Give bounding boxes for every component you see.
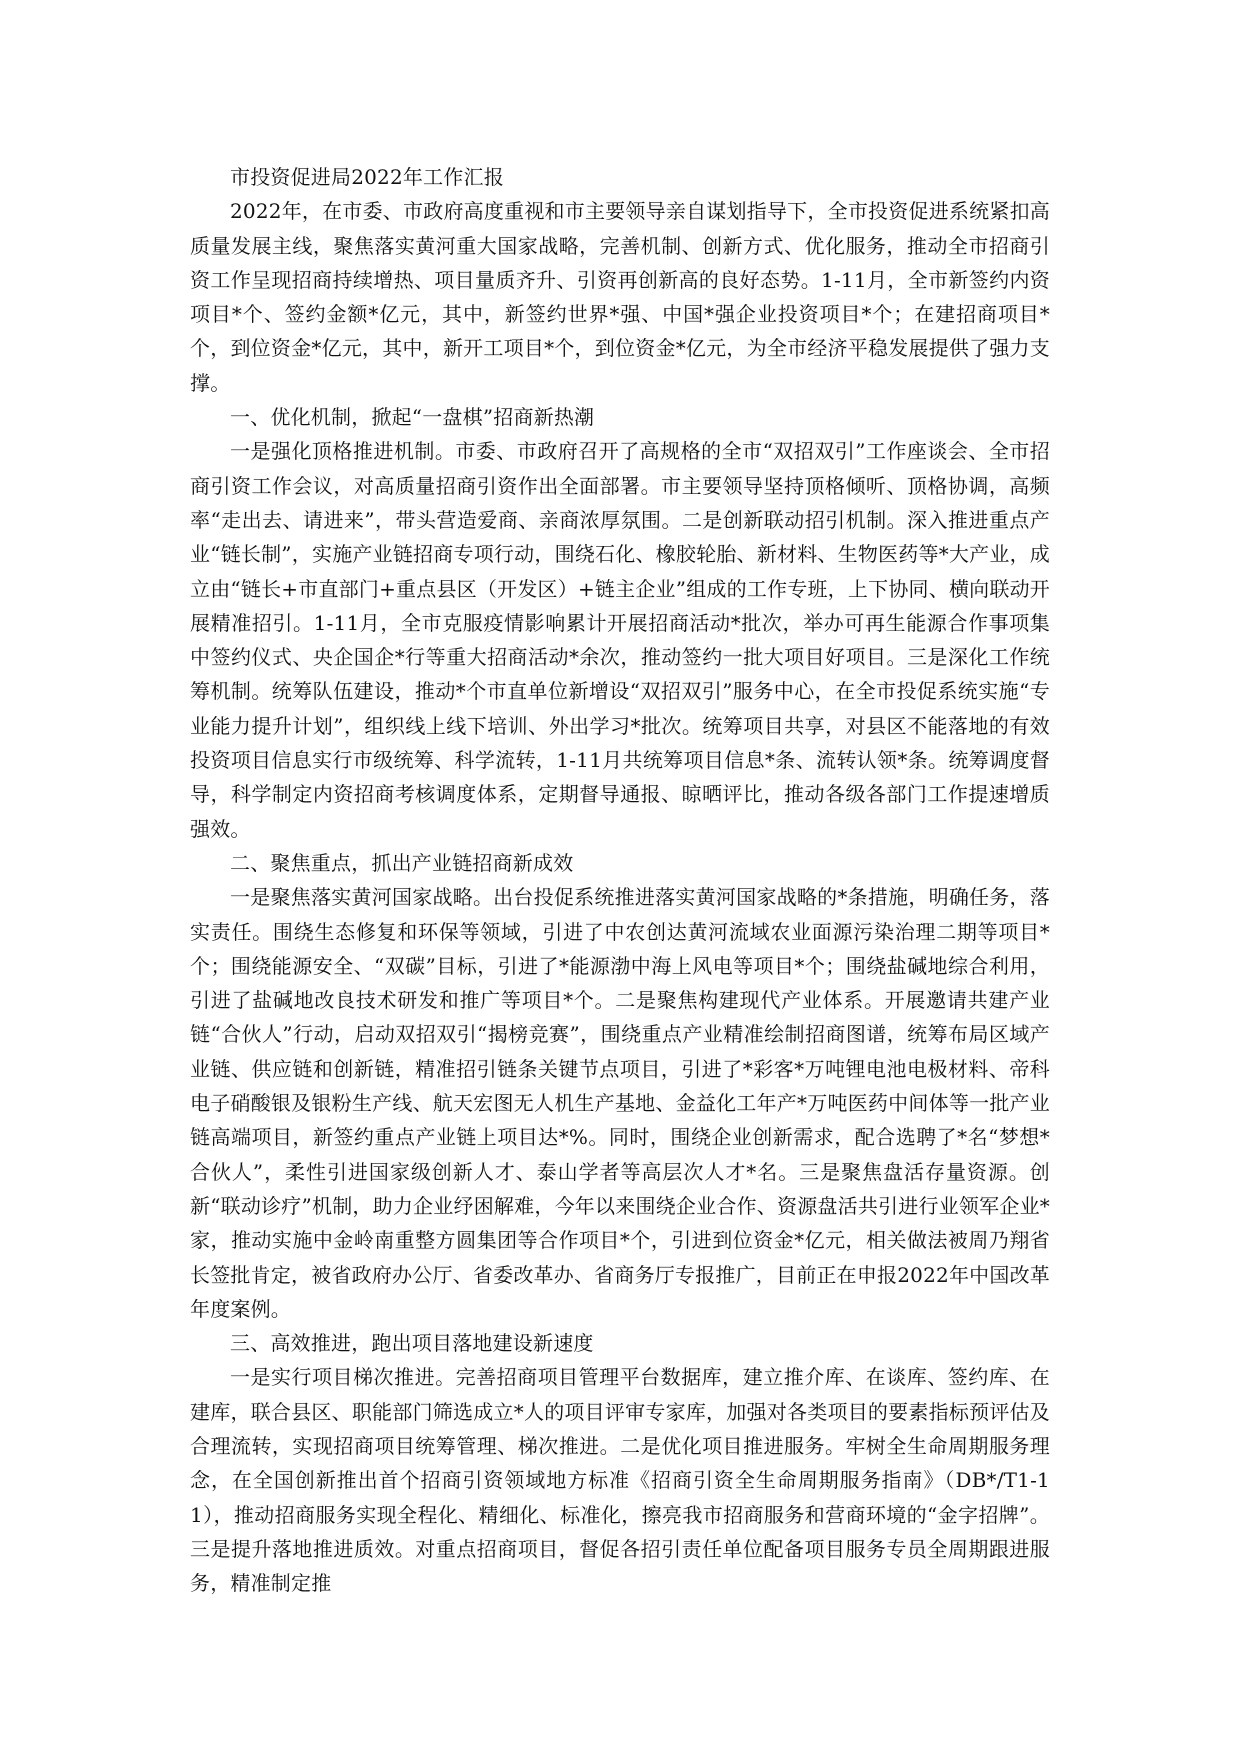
intro-paragraph: 2022年，在市委、市政府高度重视和市主要领导亲自谋划指导下，全市投资促进系统紧扣高质量发展主线，聚焦落实黄河重大国家战略，完善机制、创新方式、优化服务，推动全市招商引资工作呈现招商持续增热、项目量质齐升、引资再创新高的良好态势。1-11月，全市新签约内资项目*个、签约金额*亿元，其中，新签约世界*强、中国*强企业投资项目*个；在建招商项目*个，到位资金*亿元，其中，新开工项目*个，到位资金*亿元，为全市经济平稳发展提供了强力支撑。 [190,199,1050,395]
document-title: 市投资促进局2022年工作汇报 [230,165,504,189]
section-3-paragraph: 一是实行项目梯次推进。完善招商项目管理平台数据库，建立推介库、在谈库、签约库、在建库，联合县区、职能部门筛选成立*人的项目评审专家库，加强对各类项目的要素指标预评估及合理流转，实现招商项目统筹管理、梯次推进。二是优化项目推进服务。牢树全生命周期服务理念，在全国创新推出首个招商引资领域地方标准《招商引资全生命周期服务指南》（DB*/T1-11），推动招商服务实现全程化、精细化、标准化，擦亮我市招商服务和营商环境的“金字招牌”。三是提升落地推进质效。对重点招商项目，督促各招引责任单位配备项目服务专员全周期跟进服务，精准制定推 [190,1365,1050,1596]
section-heading-1: 一、优化机制，掀起“一盘棋”招商新热潮 [230,405,595,430]
section-2-paragraph: 一是聚焦落实黄河国家战略。出台投促系统推进落实黄河国家战略的*条措施，明确任务，落实责任。围绕生态修复和环保等领域，引进了中农创达黄河流域农业面源污染治理二期等项目*个；围绕能源安全、“双碳”目标，引进了*能源渤中海上风电等项目*个；围绕盐碱地综合利用，引进了盐碱地改良技术研发和推广等项目*个。二是聚焦构建现代产业体系。开展邀请共建产业链“合伙人”行动，启动双招双引“揭榜竞赛”，围绕重点产业精准绘制招商图谱，统筹布局区域产业链、供应链和创新链，精准招引链条关键节点项目，引进了*彩客*万吨锂电池电极材料、帝科电子硝酸银及银粉生产线、航天宏图无人机生产基地、金益化工年产*万吨医药中间体等一批产业链高端项目，新签约重点产业链上项目达*%。同时，围绕企业创新需求，配合选聘了*名“梦想*合伙人”，柔性引进国家级创新人才、泰山学者等高层次人才*名。三是聚焦盘活存量资源。创新“联动诊疗”机制，助力企业纾困解难，今年以来围绕企业合作、资源盘活共引进行业领军企业*家，推动实施中金岭南重整方圆集团等合作项目*个，引进到位资金*亿元，相关做法被周乃翔省长签批肯定，被省政府办公厅、省委改革办、省商务厅专报推广，目前正在申报2022年中国改革年度案例。 [190,885,1050,1321]
section-heading-3: 三、高效推进，跑出项目落地建设新速度 [230,1331,594,1356]
document-body [190,160,1050,1600]
section-1-paragraph: 一是强化顶格推进机制。市委、市政府召开了高规格的全市“双招双引”工作座谈会、全市招商引资工作会议，对高质量招商引资作出全面部署。市主要领导坚持顶格倾听、顶格协调，高频率“走出去、请进来”，带头营造爱商、亲商浓厚氛围。二是创新联动招引机制。深入推进重点产业“链长制”，实施产业链招商专项行动，围绕石化、橡胶轮胎、新材料、生物医药等*大产业，成立由“链长+市直部门+重点县区（开发区）+链主企业”组成的工作专班，上下协同、横向联动开展精准招引。1-11月，全市克服疫情影响累计开展招商活动*批次，举办可再生能源合作事项集中签约仪式、央企国企*行等重大招商活动*余次，推动签约一批大项目好项目。三是深化工作统筹机制。统筹队伍建设，推动*个市直单位新增设“双招双引”服务中心，在全市投促系统实施“专业能力提升计划”，组织线上线下培训、外出学习*批次。统筹项目共享，对县区不能落地的有效投资项目信息实行市级统筹、科学流转，1-11月共统筹项目信息*条、流转认领*条。统筹调度督导，科学制定内资招商考核调度体系，定期督导通报、晾晒评比，推动各级各部门工作提速增质强效。 [190,439,1050,841]
section-heading-2: 二、聚焦重点，抓出产业链招商新成效 [230,850,574,875]
